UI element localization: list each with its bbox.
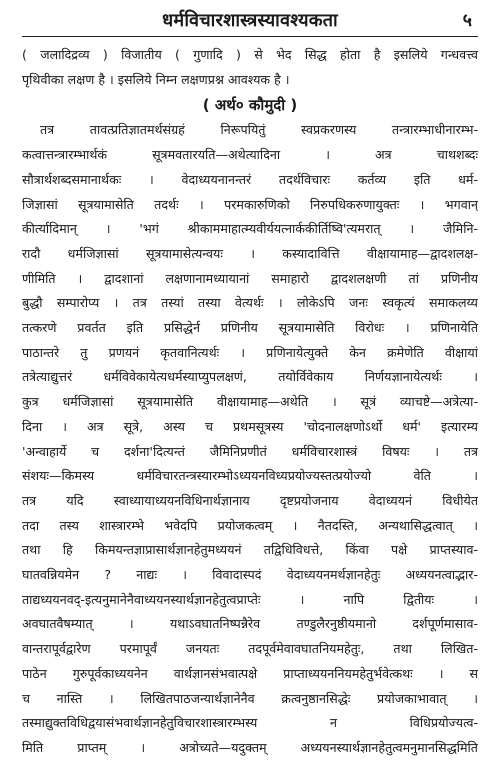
body-line: कीर्त्यादिमान् । 'भगं श्रीकाममाहात्म्यवीर्ययत्नार्ककीर्तिष्वि'त्यमरात् । जैमिनि- bbox=[22, 221, 478, 237]
body-line: ताद्यध्ययनवद्-इत्यनुमानेनैवाध्ययनस्यार्थज्ञानहेतुत्वप्राप्तेः । नापि द्वितीयः । bbox=[22, 591, 478, 607]
body-line: पाठेन गुरुपूर्वकाध्ययनेन वार्थज्ञानसंभवात्पक्षे प्राप्ताध्ययननियमहेतुर्भवेत्कथः । स bbox=[22, 665, 478, 681]
page-number: ५ bbox=[462, 10, 472, 31]
body-line: सौत्रार्थशब्दसमानार्थकः । वेदाध्ययनानन्तरं तदर्थविचारः कर्तव्य इति धर्म- bbox=[22, 171, 478, 187]
body-text bbox=[22, 43, 478, 761]
body-line: कुत्र धर्मजिज्ञासां सूत्रयामासेति वीक्षायामाह—अथेति । सूत्रं व्याचष्टे—अत्रेत्या- bbox=[22, 394, 478, 410]
body-line: जिज्ञासां सूत्रयामासेति तदर्थः । परमकारुणिको निरुपधिकरुणायुक्तः । भगवान् bbox=[22, 196, 478, 212]
body-line: पाठान्तरे तु प्रणयनं कृतवानित्यर्थः । प्रणिनायेत्युक्ते केन क्रमेणेति वीक्षायां bbox=[22, 344, 478, 360]
running-title: धर्मविचारशास्त्रस्यावश्यकता bbox=[162, 10, 338, 31]
body-line: तदा तस्य शास्त्रारम्भे भवेदपि प्रयोजकत्वम् । नैतदस्ति, अन्यथासिद्धत्वात् । bbox=[22, 517, 478, 533]
body-line: अवघातवैषम्यात् । यथाऽवघातनिष्पन्नैरेव तण्डुलैरनुष्ठीयमानो दर्शपूर्णमासाव- bbox=[22, 616, 478, 632]
body-line: मिति प्राप्तम् । अत्रोच्यते—यदुक्तम् अध्ययनस्यार्थज्ञानहेतुत्वमनुमानसिद्धमिति bbox=[22, 739, 478, 755]
body-line: तत्र यदि स्वाध्यायाध्ययनविधिनार्थज्ञानाय दृष्टप्रयोजनाय वेदाध्ययनं विधीयेत bbox=[22, 492, 478, 508]
body-line: तत्र तावत्प्रतिज्ञातमर्थसंग्रहं निरूपयितुं स्वप्रकरणस्य तन्त्रारम्भाधीनारम्भ- bbox=[40, 122, 478, 138]
body-line: संशयः—किमस्य धर्मविचारतन्त्रस्यारम्भोऽध्ययनविध्यप्रयोज्यस्तत्प्रयोज्यो वेति । bbox=[22, 468, 478, 484]
intro-line: ( जलादिद्रव्य ) विजातीय ( गुणादि ) से भेद सिद्ध होता है इसलिये गन्धवत्त्व bbox=[22, 47, 478, 62]
body-line: तत्करणे प्रवर्तत इति प्रसिद्धेर्न प्रणिनीय सूत्रयामासेति विरोधः । प्रणिनायेति bbox=[22, 320, 478, 336]
body-line: तत्रेत्याद्युत्तरं धर्मविवेकायेत्यधर्मस्याप्युपलक्षणं, तयोर्विवेकाय निर्णयज्ञानायेत्यर्थः । bbox=[22, 369, 478, 385]
body-line: कत्वात्तन्त्रारम्भार्थकं सूत्रमवतारयति—अथेत्यादिना । अत्र चाथशब्दः bbox=[22, 147, 478, 163]
body-line: बुद्धौ सम्पारोप्य । तत्र तस्यां तस्या वेत्यर्थः । लोकेऽपि जनः स्वकृत्यं समाकलय्य bbox=[22, 295, 478, 311]
body-line: 'अन्वाहार्ये च दर्शना'दित्यन्तं जैमिनिप्रणीतं धर्मविचारशास्त्रं विषयः । तत्र bbox=[22, 443, 478, 459]
body-line: च नास्ति । लिखितपाठजन्यार्थज्ञानेनैव क्रत्वनुष्ठानसिद्धेः प्रयोजकाभावात् । bbox=[22, 690, 478, 706]
body-line: घातवन्नियमेन ? नाद्यः । विवादास्पदं वेदाध्ययनमर्थज्ञानहेतुः अध्ययनत्वाद्भार- bbox=[22, 567, 478, 583]
running-head bbox=[22, 6, 478, 37]
body-line: वान्तरापूर्वद्वारेण परमापूर्वं जनयतः तदपूर्वमेवावघातनियमहेतुः, तथा लिखित- bbox=[22, 641, 478, 657]
intro-line: पृथिवीका लक्षण है । इसलिये निम्न लक्षणप्रश्न आवश्यक है । bbox=[22, 71, 290, 87]
section-heading: ( अर्थ० कौमुदी ) bbox=[202, 96, 298, 115]
body-line: तथा हि किमयन्तज्ञाप्रासार्थज्ञानहेतुमध्ययनं तद्विधिविधत्ते, किंवा पक्षे प्राप्तस्याव- bbox=[22, 542, 478, 558]
body-line: रादौ धर्मजिज्ञासां सूत्रयामासेत्यन्वयः । कस्यादावित्ति वीक्षायामाह—द्वादशलक्ष- bbox=[22, 245, 478, 261]
body-line: तस्माद्युक्तविधिद्वयासंभवार्थज्ञानहेतुविचारशास्त्रारम्भस्य न विधिप्रयोज्यत्व- bbox=[22, 715, 478, 731]
body-line: णीमिति । द्वादशानां लक्षणानामध्यायानां समाहारो द्वादशलक्षणी तां प्रणिनीय bbox=[22, 270, 478, 286]
body-line: दिना । अत्र सूत्रे, अस्य च प्रथमसूत्रस्य 'चोदनालक्षणोऽर्थो धर्म' इत्यारम्य bbox=[22, 418, 478, 434]
